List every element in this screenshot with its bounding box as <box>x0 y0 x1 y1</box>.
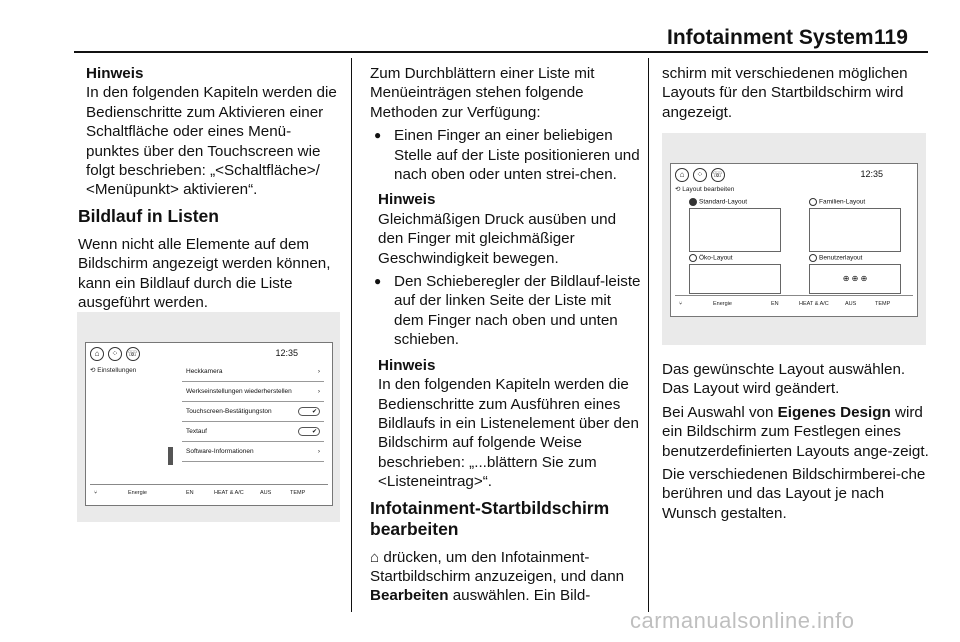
home-icon: ⌂ <box>90 347 104 361</box>
note-text: In den folgenden Kapiteln werden die Bedienschritte zum Ausführen eines Bildlaufs in ein Listenelement über den Bildschirm auf folgende Weise beschrieben: „...blättern Sie zum <Listeneintrag>“. <box>378 376 639 491</box>
bullet-list <box>370 126 642 184</box>
paragraph: Die verschiedenen Bildschirmberei-che berühren und das Layout je nach Wunsch gestalten. <box>662 466 926 522</box>
back-arrow-icon: ⟲ <box>90 367 96 374</box>
paragraph: ⌂ drücken, um den Infotainment-Startbildschirm anzuzeigen, und dann Bearbeiten auswählen. Ein Bild- <box>370 548 625 605</box>
paragraph: Bei Auswahl von Eigenes Design wird ein Bildschirm zum Festlegen eines benutzerdefinierten Layouts ange-zeigt. <box>662 403 929 460</box>
column-divider <box>648 58 649 612</box>
watermark: carmanualsonline.info <box>630 608 855 633</box>
column-3-lower <box>662 360 932 527</box>
list-item[interactable]: Touchscreen-Bestätigungston ✔ <box>182 403 324 422</box>
back-arrow-icon: ⟲ <box>675 186 681 193</box>
list-item[interactable]: Software-Informationen › <box>182 443 324 462</box>
paragraph: Wenn nicht alle Elemente auf dem Bildschirm angezeigt werden können, kann ein Bildlauf durch die Liste ausgeführt werden. <box>78 235 331 312</box>
scrollbar-handle[interactable] <box>168 447 173 465</box>
layout-option[interactable]: Öko-Layout <box>689 254 733 263</box>
seat-icon: ⑂ <box>679 301 683 307</box>
layout-preview[interactable] <box>809 208 901 252</box>
list-item[interactable]: Textauf ✔ <box>182 423 324 442</box>
column-divider <box>351 58 352 612</box>
toggle-switch[interactable]: ✔ <box>298 427 320 436</box>
page-number: 119 <box>874 26 908 49</box>
screenshot-layout-edit <box>662 133 926 345</box>
top-nav <box>675 168 727 182</box>
chevron-right-icon: › <box>317 388 320 395</box>
status-bar: ⑂ Energie EN HEAT & A/C AUS TEMP <box>675 295 913 312</box>
back-button[interactable] <box>90 367 136 375</box>
back-label: Einstellungen <box>97 367 137 374</box>
header-rule <box>74 51 928 53</box>
paragraph: Das gewünschte Layout auswählen. Das Layout wird geändert. <box>662 361 906 398</box>
column-3 <box>662 64 932 126</box>
top-nav <box>90 347 142 361</box>
clock: 12:35 <box>275 348 298 358</box>
note-text: In den folgenden Kapiteln werden die Bedienschritte zum Aktivieren einer Schaltfläche oder eines Menü-punktes über den Touchscreen wie folgt beschrieben: „<Schaltfläche>/ <Menüpunkt> aktivieren“. <box>86 84 337 199</box>
list-item[interactable]: Heckkamera › <box>182 363 324 382</box>
layout-preview[interactable] <box>809 264 901 294</box>
column-1 <box>78 64 344 316</box>
layout-option[interactable]: Familien-Layout <box>809 198 865 207</box>
section-heading: Infotainment-Startbildschirm bearbeiten <box>370 497 610 539</box>
phone-icon: ☏ <box>711 168 725 182</box>
list-item: ● Den Schieberegler der Bildlauf-leiste auf der linken Seite der Liste mit dem Finger nach oben und unten schieben. <box>370 272 642 350</box>
chevron-right-icon: › <box>317 448 320 455</box>
energy-label[interactable]: Energie <box>128 490 147 496</box>
section-title: Infotainment System <box>667 26 874 49</box>
phone-icon: ☏ <box>126 347 140 361</box>
layout-preview[interactable] <box>689 208 781 252</box>
column-2 <box>370 64 642 610</box>
back-button[interactable] <box>675 186 734 194</box>
apps-icon: ⁘ <box>108 347 122 361</box>
toggle-switch[interactable]: ✔ <box>298 407 320 416</box>
display-screen <box>670 163 918 317</box>
note-label: Hinweis <box>378 191 436 209</box>
bullet-list <box>370 272 642 350</box>
apps-icon: ⁘ <box>693 168 707 182</box>
screenshot-settings-list <box>77 312 340 522</box>
status-bar: ⑂ Energie EN HEAT & A/C AUS TEMP <box>90 484 328 501</box>
display-screen <box>85 342 333 506</box>
note-text: Gleichmäßigen Druck ausüben und den Finger mit gleichmäßiger Geschwindigkeit bewegen. <box>378 210 617 267</box>
note-label: Hinweis <box>86 65 144 82</box>
list-item[interactable]: Werkseinstellungen wiederherstellen › <box>182 383 324 402</box>
seat-icon: ⑂ <box>94 490 98 496</box>
paragraph: schirm mit verschiedenen möglichen Layouts für den Startbildschirm wird angezeigt. <box>662 65 908 121</box>
clock: 12:35 <box>860 169 883 179</box>
layout-option[interactable]: Benutzerlayout <box>809 254 862 263</box>
home-icon: ⌂ <box>370 548 380 566</box>
layout-option[interactable]: Standard-Layout <box>689 198 747 207</box>
chevron-right-icon: › <box>317 368 320 375</box>
back-label: Layout bearbeiten <box>682 186 735 193</box>
list-item: ● Einen Finger an einer beliebigen Stelle auf der Liste positionieren und nach oben oder unten strei-chen. <box>370 126 642 184</box>
energy-label[interactable]: Energie <box>713 301 732 307</box>
paragraph: Zum Durchblättern einer Liste mit Menüeinträgen stehen folgende Methoden zur Verfügung: <box>370 65 595 121</box>
add-icon: ⊕ ⊕ ⊕ <box>842 274 868 283</box>
home-icon: ⌂ <box>675 168 689 182</box>
note-label: Hinweis <box>378 356 436 374</box>
section-heading: Bildlauf in Listen <box>78 205 219 226</box>
layout-preview[interactable] <box>689 264 781 294</box>
